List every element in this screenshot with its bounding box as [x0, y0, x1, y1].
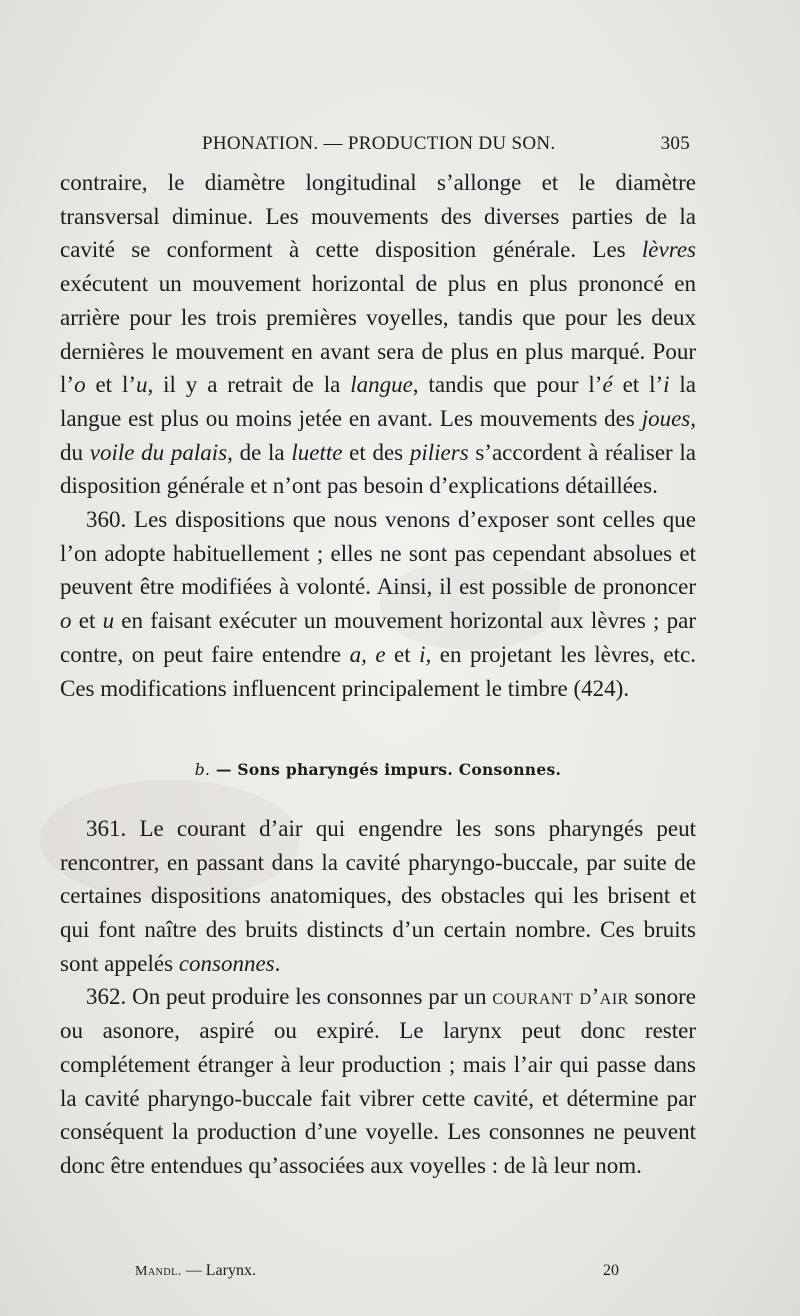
italic-term: i [663, 372, 670, 398]
section-heading [60, 753, 696, 788]
italic-term: o [60, 608, 72, 634]
italic-term: i, [419, 641, 432, 667]
italic-term: é [602, 372, 613, 398]
italic-term: u [102, 608, 115, 634]
text-run: 362. On peut produire les consonnes par un [86, 984, 493, 1010]
text-run: en projetant les lèvres, etc. Ces modifications influencent principalement le timbre (424). [60, 641, 696, 701]
italic-term: voile du palais [89, 439, 228, 465]
text-run: et [385, 641, 420, 667]
signature-title: — Larynx. [181, 1262, 256, 1279]
text-run: , il y a retrait de la [147, 372, 351, 398]
italic-term: joues, [641, 405, 696, 431]
paragraph-continuation [60, 166, 696, 503]
text-run: et l’ [612, 372, 664, 398]
italic-term: a, e [349, 641, 386, 667]
italic-term: u [136, 372, 148, 398]
text-run: du [60, 439, 90, 465]
text-run: , tandis que pour l’ [412, 372, 603, 398]
signature-mark [135, 1262, 256, 1280]
section-title: — Sons pharyngés impurs. Consonnes. [210, 760, 562, 780]
text-run: et l’ [85, 372, 136, 398]
paragraph-361 [60, 812, 696, 981]
text-run: la langue est plus ou moins jetée en avant. Les mouvements des [60, 372, 697, 431]
paragraph-362 [60, 980, 696, 1182]
text-run: et des [342, 439, 410, 465]
signature-number: 20 [603, 1262, 619, 1279]
italic-term: luette [291, 439, 343, 465]
text-run: 360. Les dispositions que nous venons d’exposer sont celles que l’on adopte habituellement ; elles ne sont pas cependant absolues et peuvent être modifiées à volonté. Ainsi, il est possible de prononcer [60, 507, 696, 600]
running-head: PHONATION. — PRODUCTION DU SON. [202, 133, 556, 154]
italic-term: consonnes [178, 950, 275, 976]
section-label: b. [194, 761, 211, 780]
small-caps-term: courant d’air [492, 984, 629, 1010]
text-run: et [71, 608, 103, 634]
page-number: 305 [660, 133, 690, 154]
italic-term: piliers [409, 439, 469, 465]
text-run: 361. Le courant d’air qui engendre les sons pharyngés peut rencontrer, en passant dans la cavité pharyngo-buccale, par suite de certaines dispositions anatomiques, des obstacles qui les brisent et qui font naître des bruits distincts d’un certain nombre. Ces bruits sont appelés [60, 815, 696, 976]
text-run: . [274, 950, 281, 976]
text-run: s’accordent à réaliser la disposition générale et n’ont pas besoin d’explications détaillées. [60, 439, 697, 499]
italic-term: o [74, 372, 86, 398]
text-run: exécutent un mouvement horizontal de plus en plus prononcé en arrière pour les trois premières voyelles, tandis que pour les deux dernières le mouvement en avant sera de plus en plus marqué. Pour l’ [60, 271, 696, 398]
italic-term: lèvres [641, 237, 696, 263]
body-text [60, 166, 696, 1183]
text-run: , de la [227, 439, 292, 465]
text-run: en faisant exécuter un mouvement horizontal aux lèvres ; par contre, on peut faire entendre [60, 608, 696, 667]
paragraph-360 [60, 503, 696, 705]
text-run: contraire, le diamètre longitudinal s’allonge et le diamètre transversal diminue. Les mouvements des diverses parties de la cavité se conforment à cette disposition générale. Les [60, 170, 696, 263]
text-run: sonore ou asonore, aspiré ou expiré. Le larynx peut donc rester complétement étranger à leur production ; mais l’air qui passe dans la cavité pharyngo-buccale fait vibrer cette cavité, et détermine par conséquent la production d’une voyelle. Les consonnes ne peuvent donc être entendues qu’associées aux voyelles : de là leur nom. [60, 984, 696, 1178]
italic-term: langue [350, 372, 413, 398]
signature-author: Mandl. [135, 1264, 182, 1279]
